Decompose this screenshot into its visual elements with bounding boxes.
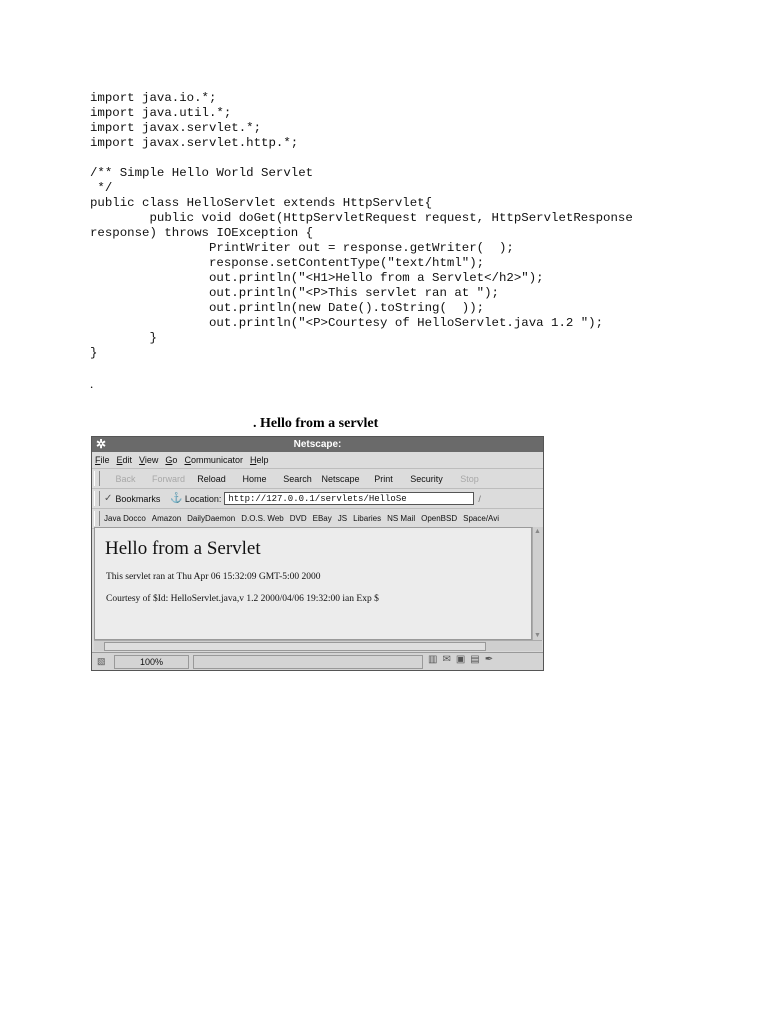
page-heading: Hello from a Servlet — [105, 538, 261, 559]
personal-link[interactable]: EBay — [312, 514, 332, 523]
code-line: } — [90, 346, 98, 360]
location-dropdown-icon[interactable]: / — [478, 493, 481, 504]
location-toolbar — [92, 489, 543, 509]
toolbar-grip[interactable] — [94, 471, 100, 486]
netscape-button[interactable]: Netscape — [321, 473, 360, 484]
personal-link[interactable]: NS Mail — [387, 514, 416, 523]
window-title: Netscape: — [293, 439, 342, 450]
security-button[interactable]: Security — [410, 473, 443, 484]
menu-item-file[interactable]: File — [95, 455, 110, 465]
code-listing — [90, 91, 633, 361]
browser-window — [91, 436, 544, 671]
stop-button[interactable]: Stop — [460, 473, 479, 484]
code-line: response) throws IOException { — [90, 226, 314, 240]
toolbar-grip[interactable] — [94, 511, 100, 526]
forward-button[interactable]: Forward — [151, 473, 185, 484]
menu-item-edit[interactable]: Edit — [116, 455, 133, 465]
home-button[interactable]: Home — [242, 473, 267, 484]
print-button[interactable]: Print — [374, 473, 393, 484]
menu-item-go[interactable]: Go — [165, 455, 178, 465]
location-icon[interactable]: ⚓ — [170, 493, 183, 504]
code-line: response.setContentType("text/html"); — [90, 256, 485, 270]
bookmarks-icon[interactable]: ✓ — [104, 493, 113, 504]
code-line: /** Simple Hello World Servlet — [90, 166, 314, 180]
window-titlebar — [92, 437, 543, 452]
horizontal-scroll-thumb[interactable] — [104, 642, 486, 651]
page-timestamp-line: This servlet ran at Thu Apr 06 15:32:09 GMT-5:00 2000 — [106, 572, 321, 582]
personal-toolbar — [92, 509, 543, 529]
navigation-toolbar — [92, 469, 543, 489]
personal-link[interactable]: OpenBSD — [421, 514, 458, 523]
personal-link[interactable]: Libaries — [353, 514, 382, 523]
stray-period: . — [90, 376, 94, 391]
code-line: out.println("<P>Courtesy of HelloServlet.java 1.2 "); — [90, 316, 604, 330]
code-line: import javax.servlet.*; — [90, 121, 262, 135]
code-line: import java.util.*; — [90, 106, 232, 120]
personal-link[interactable]: Space/Avi — [463, 514, 500, 523]
search-button[interactable]: Search — [283, 473, 312, 484]
security-lock-icon[interactable]: ▧ — [97, 656, 106, 666]
window-menu-icon[interactable]: ✲ — [96, 437, 107, 451]
code-line: import java.io.*; — [90, 91, 217, 105]
page-content — [94, 527, 532, 640]
menu-item-communicator[interactable]: Communicator — [184, 455, 243, 465]
code-line: import javax.servlet.http.*; — [90, 136, 299, 150]
personal-link[interactable]: D.O.S. Web — [241, 514, 284, 523]
horizontal-scrollbar[interactable] — [94, 640, 542, 651]
menu-bar — [92, 452, 543, 469]
code-line: public void doGet(HttpServletRequest request, HttpServletResponse — [90, 211, 633, 225]
code-line: out.println("<P>This servlet ran at "); — [90, 286, 499, 300]
menu-item-help[interactable]: Help — [249, 455, 269, 465]
code-line: public class HelloServlet extends HttpServlet{ — [90, 196, 433, 210]
scroll-up-icon[interactable]: ▲ — [534, 528, 541, 535]
code-line: */ — [90, 181, 113, 195]
code-line — [90, 151, 633, 166]
url-input[interactable] — [224, 492, 474, 505]
status-bar — [92, 652, 543, 671]
code-line: PrintWriter out = response.getWriter( ); — [90, 241, 514, 255]
progress-indicator: 100% — [114, 655, 189, 669]
personal-link[interactable]: DailyDaemon — [187, 514, 236, 523]
page-courtesy-line: Courtesy of $Id: HelloServlet.java,v 1.2 2000/04/06 19:32:00 ian Exp $ — [106, 594, 379, 604]
personal-link[interactable]: Java Docco — [104, 514, 146, 523]
status-message — [193, 655, 423, 669]
menu-item-view[interactable]: View — [139, 455, 159, 465]
code-line: out.println("<H1>Hello from a Servlet</h2>"); — [90, 271, 544, 285]
figure-caption: . Hello from a servlet — [253, 416, 379, 431]
code-line: } — [90, 331, 157, 345]
vertical-scrollbar[interactable] — [532, 527, 543, 640]
personal-link[interactable]: Amazon — [151, 514, 182, 523]
back-button[interactable]: Back — [115, 473, 136, 484]
reload-button[interactable]: Reload — [197, 473, 226, 484]
personal-link[interactable]: JS — [337, 514, 348, 523]
location-label: Location: — [184, 493, 222, 504]
component-bar-icons[interactable]: ▥✉▣▤✒ — [428, 654, 499, 665]
toolbar-grip[interactable] — [94, 491, 100, 506]
scroll-down-icon[interactable]: ▼ — [534, 632, 541, 639]
code-line: out.println(new Date().toString( )); — [90, 301, 485, 315]
personal-link[interactable]: DVD — [289, 514, 307, 523]
bookmarks-button[interactable]: Bookmarks — [115, 493, 161, 504]
